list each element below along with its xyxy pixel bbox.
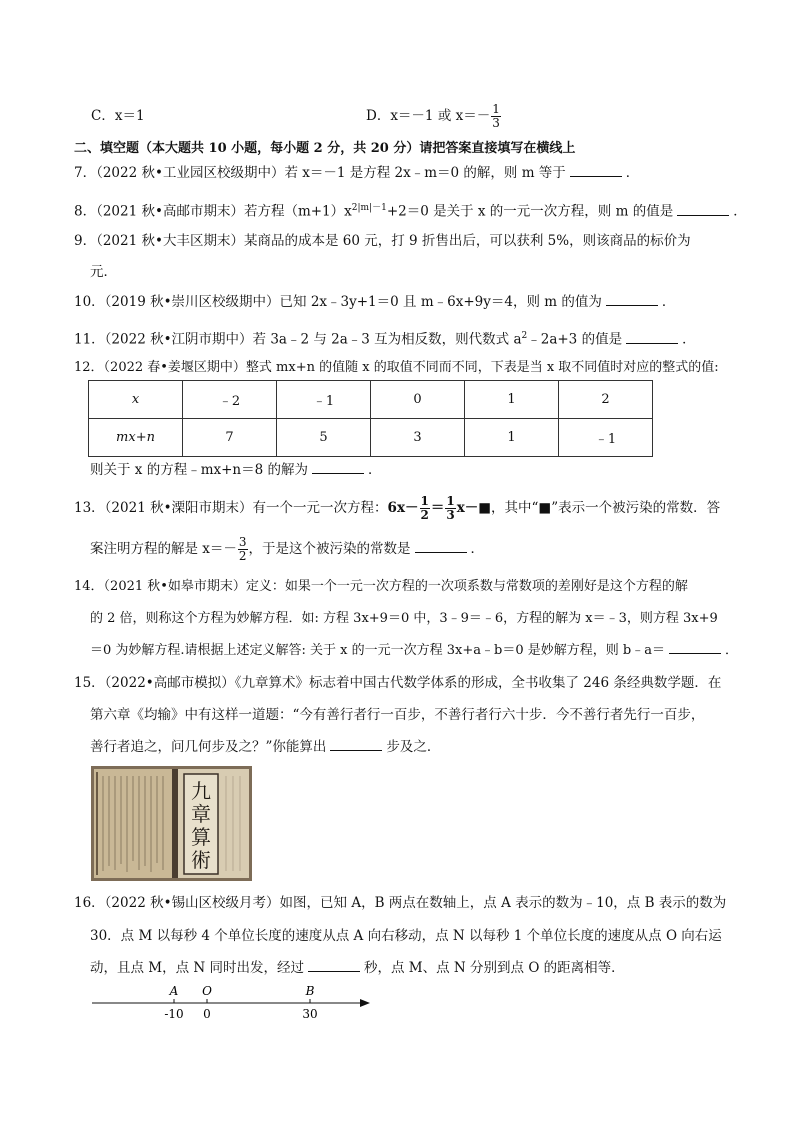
q15-line3-pre: 善行者追之，问几何步及之？”你能算出 (90, 739, 327, 755)
q12-end: ． (368, 462, 382, 478)
q8-end: ． (733, 203, 747, 220)
point-a-label: A (169, 984, 179, 998)
book-title-char: 術 (191, 848, 211, 872)
table-cell: ﹣2 (183, 381, 277, 419)
q13-end: ． (470, 541, 485, 557)
point-b-value: 30 (302, 1007, 318, 1021)
q13-f2-num: 1 (446, 494, 455, 508)
table-cell: x (89, 381, 183, 419)
book-title-char: 章 (191, 802, 211, 826)
question-9-line-1: 9．（2021 秋•大丰区期末）某商品的成本是 60 元，打 9 折售出后，可以获利 5%，则该商品的标价为 (74, 233, 691, 249)
q10-answer-blank[interactable] (606, 293, 658, 306)
q8-text: 8．（2021 秋•高邮市期末）若方程（m+1）x (74, 203, 352, 220)
question-15-line-3 (90, 738, 440, 756)
question-15-line-1: 15．（2022•高邮市模拟）《九章算术》标志着中国古代数学体系的形成，全书收集了 246 条经典数学题．在 (74, 675, 722, 691)
table-cell: ﹣1 (559, 419, 653, 457)
q13-eq-b: ＝ (430, 500, 445, 516)
q11-text-post: ﹣2a+3 的值是 (527, 331, 623, 348)
q15-answer-blank[interactable] (330, 738, 382, 751)
point-b-label: B (305, 984, 315, 998)
q13-eq-c: x－■ (456, 500, 492, 516)
q16-line3-post: 秒，点 M、点 N 分别到点 O 的距离相等． (364, 960, 625, 976)
q13-eq-a: 6x－ (387, 500, 419, 516)
number-line-arrow (360, 999, 370, 1007)
option-d-denominator: 3 (492, 116, 500, 130)
q7-text: 7．（2022 秋•工业园区校级期中）若 x＝－1 是方程 2x﹣m＝0 的解，则 m 等于 (74, 165, 566, 181)
q13-line2-post: ，于是这个被污染的常数是 (248, 541, 411, 557)
number-line (88, 980, 378, 1022)
q10-end: ． (661, 294, 676, 310)
question-13-line-1 (74, 490, 720, 526)
question-16-line-2: 30．点 M 以每秒 4 个单位长度的速度从点 A 向右移动，点 N 以每秒 1 个单位长度的速度从点 O 向右运 (90, 928, 722, 944)
q8-text-post: +2＝0 是关于 x 的一元一次方程，则 m 的值是 (386, 203, 674, 220)
table-cell: 1 (465, 381, 559, 419)
q13-f3-den: 2 (238, 549, 247, 563)
q14-answer-blank[interactable] (669, 641, 721, 654)
question-9-line-2 (90, 263, 117, 281)
q8-exponent: 2|m|－1 (351, 203, 387, 213)
q7-answer-blank[interactable] (570, 164, 622, 177)
table-cell: 1 (465, 419, 559, 457)
q13-answer-blank[interactable] (415, 540, 467, 553)
q14-end: ． (724, 643, 738, 658)
table-cell: 2 (559, 381, 653, 419)
question-10 (74, 293, 675, 311)
q15-line3-post: 步及之． (386, 739, 441, 755)
question-7 (74, 164, 639, 182)
q13-pre: 13．（2021 秋•溧阳市期末）有一个一元一次方程： (74, 500, 388, 516)
option-d (366, 99, 502, 133)
q13-post: ，其中“■”表示一个被污染的常数．答 (491, 500, 721, 516)
table-row-x (89, 381, 653, 419)
q12-answer-blank[interactable] (312, 461, 364, 474)
q10-text: 10．（2019 秋•崇川区校级期中）已知 2x﹣3y+1＝0 且 m﹣6x+9y＝4，则 m 的值为 (74, 294, 602, 310)
question-8 (74, 199, 747, 221)
table-cell: ﹣1 (277, 381, 371, 419)
question-14-line-2: 的 2 倍，则称这个方程为妙解方程．如: 方程 3x+9＝0 中，3﹣9＝﹣6，方程的解为 x＝﹣3，则方程 3x+9 (90, 611, 718, 626)
q9-unit: 元． (90, 264, 117, 280)
section-heading: 二、填空题（本大题共 10 小题，每小题 2 分，共 20 分）请把答案直接填写在横线上 (74, 141, 576, 156)
question-11 (74, 327, 696, 349)
book-cover-photo (91, 766, 252, 881)
q11-end: ． (682, 331, 696, 348)
option-d-numerator: 1 (492, 102, 500, 116)
q11-text: 11．（2022 秋•江阴市期中）若 3a﹣2 与 2a﹣3 互为相反数，则代数式 a (74, 331, 522, 348)
q16-answer-blank[interactable] (308, 959, 360, 972)
q13-f1-num: 1 (420, 494, 429, 508)
book-cover-illustration (91, 766, 252, 881)
q13-fraction-1 (420, 495, 430, 522)
q13-line2-pre: 案注明方程的解是 x＝－ (90, 541, 237, 557)
question-14-line-3 (90, 641, 738, 660)
table-cell: 0 (371, 381, 465, 419)
q8-answer-blank[interactable] (677, 203, 729, 216)
point-o-label: O (202, 984, 212, 998)
option-d-fraction (491, 103, 501, 130)
book-title-char: 九 (191, 779, 211, 803)
q14-line3-text: ＝0 为妙解方程.请根据上述定义解答: 关于 x 的一元一次方程 3x+a﹣b＝0 是妙解方程，则 b﹣a＝ (90, 643, 665, 658)
question-12: 12．（2022 春•姜堰区期中）整式 mx+n 的值随 x 的取值不同而不同，下表是当 x 取不同值时对应的整式的值: (74, 360, 719, 375)
value-table (88, 380, 653, 457)
q13-fraction-3 (238, 536, 248, 563)
option-c: C．x＝1 (91, 108, 145, 124)
point-a-value: -10 (164, 1007, 184, 1021)
question-16-line-1: 16．（2022 秋•锡山区校级月考）如图，已知 A，B 两点在数轴上，点 A 表示的数为﹣10，点 B 表示的数为 (74, 895, 727, 911)
question-15-line-2: 第六章《均输》中有这样一道题：“今有善行者行一百步，不善行者行六十步．今不善行者先行一百步， (90, 707, 705, 723)
q13-f2-den: 3 (446, 508, 455, 522)
question-16-line-3 (90, 959, 625, 977)
option-d-text: D．x＝－1 或 x＝－ (366, 108, 491, 124)
q13-f3-num: 3 (238, 535, 247, 549)
table-cell: 3 (371, 419, 465, 457)
table-cell: 5 (277, 419, 371, 457)
question-14-line-1: 14．（2021 秋•如皋市期末）定义：如果一个一元一次方程的一次项系数与常数项的差刚好是这个方程的解 (74, 579, 688, 594)
q11-exponent: 2 (521, 331, 528, 341)
q13-fraction-2 (445, 495, 455, 522)
q16-line3-pre: 动，且点 M，点 N 同时出发，经过 (90, 960, 305, 976)
table-cell: 7 (183, 419, 277, 457)
q12-after-text: 则关于 x 的方程﹣mx+n＝8 的解为 (90, 462, 308, 478)
book-title-char: 算 (191, 825, 211, 849)
q11-answer-blank[interactable] (626, 331, 678, 344)
point-o-value: 0 (203, 1007, 211, 1021)
question-13-line-2 (90, 531, 484, 567)
table-cell: mx+n (89, 419, 183, 457)
question-12-after (90, 461, 382, 479)
q7-end: ． (625, 165, 640, 181)
table-row-value (89, 419, 653, 457)
q13-f1-den: 2 (420, 508, 429, 522)
